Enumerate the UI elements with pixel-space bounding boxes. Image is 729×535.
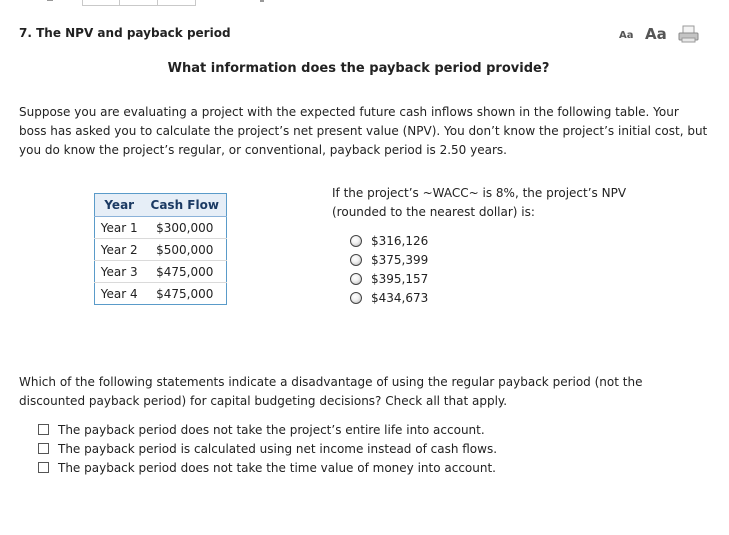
table-header-row: [95, 194, 227, 217]
disadvantage-option[interactable]: [38, 458, 497, 477]
top-clipped-mark: [260, 0, 264, 2]
disadvantage-option[interactable]: [38, 420, 497, 439]
checkbox[interactable]: [38, 424, 49, 435]
cash-flow-cell: $475,000: [143, 261, 226, 283]
npv-option-label: $395,157: [371, 271, 429, 286]
cash-flow-cell: $500,000: [143, 239, 226, 261]
print-icon[interactable]: [678, 25, 699, 43]
radio-button[interactable]: [350, 235, 362, 247]
year-cell: Year 4: [100, 286, 138, 301]
header-cash-flow: Cash Flow: [143, 194, 226, 217]
font-size-large-button[interactable]: Aa: [645, 25, 667, 43]
table-row: [95, 239, 227, 261]
header-year: Year: [95, 194, 144, 217]
radio-button[interactable]: [350, 254, 362, 266]
question-title: 7. The NPV and payback period: [19, 26, 231, 40]
npv-option-label: $375,399: [371, 252, 429, 267]
previous-question-cells: [82, 0, 196, 6]
npv-option[interactable]: [350, 231, 428, 250]
year-cell: Year 1: [95, 217, 144, 239]
disadvantage-question: Which of the following statements indicate a disadvantage of using the regular payback period (not the discounted payback period) for capital budgeting decisions? Check all that apply.: [19, 375, 643, 408]
top-clipped-dash: [47, 0, 53, 1]
radio-button[interactable]: [350, 292, 362, 304]
section-heading: What information does the payback period provide?: [167, 61, 550, 76]
disadvantage-option[interactable]: [38, 439, 497, 458]
table-row: [95, 261, 227, 283]
npv-option-label: $434,673: [371, 290, 429, 305]
cash-flow-table: [94, 193, 227, 305]
checkbox[interactable]: [38, 462, 49, 473]
table-row: [95, 217, 227, 239]
year-cell: Year 2: [95, 239, 144, 261]
table-row: [95, 283, 227, 305]
npv-option-label: $316,126: [371, 233, 429, 248]
checkbox[interactable]: [38, 443, 49, 454]
npv-option[interactable]: [350, 250, 428, 269]
npv-question: If the project’s ~WACC~ is 8%, the project’s NPV (rounded to the nearest dollar) is:: [332, 186, 627, 219]
npv-option[interactable]: [350, 269, 428, 288]
disadvantage-options: [38, 420, 497, 477]
intro-paragraph: Suppose you are evaluating a project with the expected future cash inflows shown in the following table. Your boss has asked you to calculate the project’s net present value (NPV). You don’t know the project’s initial cost, but you do know the project’s regular, or conventional, payback period is 2.50 years.: [19, 105, 708, 157]
npv-option[interactable]: [350, 288, 428, 307]
disadvantage-option-label: The payback period is calculated using net income instead of cash flows.: [58, 441, 498, 456]
radio-button[interactable]: [350, 273, 362, 285]
cash-flow-cell: $300,000: [143, 217, 226, 239]
cash-flow-cell: $475,000: [156, 286, 214, 301]
disadvantage-option-label: The payback period does not take the project’s entire life into account.: [58, 422, 485, 437]
year-cell: Year 3: [95, 261, 144, 283]
font-size-small-button[interactable]: Aa: [619, 30, 634, 41]
npv-options: [350, 231, 428, 307]
disadvantage-option-label: The payback period does not take the time value of money into account.: [58, 460, 496, 475]
